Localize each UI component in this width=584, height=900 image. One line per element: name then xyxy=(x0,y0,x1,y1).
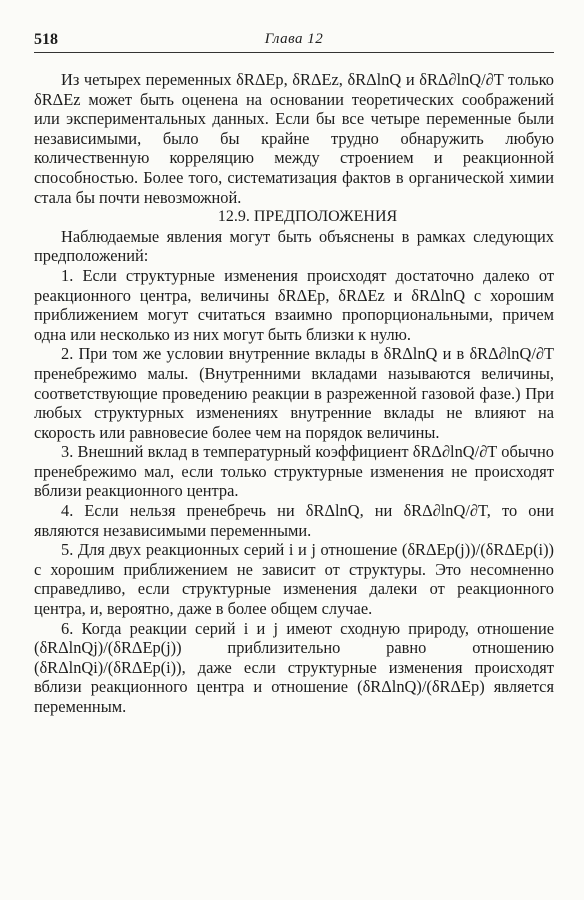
chapter-title: Глава 12 xyxy=(264,31,324,47)
paragraph-lead: Наблюдаемые явления могут быть объяснены в рамках следующих предположений: xyxy=(34,226,554,266)
page-content xyxy=(34,70,554,717)
paragraph-assumption-2: 2. При том же условии внутренние вклады в δRΔlnQ и в δRΔ∂lnQ/∂T пренебрежимо малы. (Внутренними вкладами называются величины, соответствующие проведению реакции в разреженной газовой фазе.) При любых структурных изменениях внутренние вклады не влияют на скорость или равновесие более чем на порядок величины. xyxy=(34,344,554,442)
page-header xyxy=(34,31,554,51)
section-title: 12.9. ПРЕДПОЛОЖЕНИЯ xyxy=(217,208,398,226)
header-rule xyxy=(34,52,554,53)
paragraph-assumption-4: 4. Если нельзя пренебречь ни δRΔlnQ, ни δRΔ∂lnQ/∂T, то они являются независимыми переменными. xyxy=(34,501,554,540)
paragraph-assumption-3: 3. Внешний вклад в температурный коэффициент δRΔ∂lnQ/∂T обычно пренебрежимо мал, если только структурные изменения не происходят вблизи реакционного центра. xyxy=(34,442,554,501)
intro-paragraph: Из четырех переменных δRΔEp, δRΔEz, δRΔlnQ и δRΔ∂lnQ/∂T только δRΔEz может быть оценена на основании теоретических соображений или экспериментальных данных. Если бы все четыре переменные были независимыми, было бы крайне трудно обнаружить любую количественную корреляцию между строением и реакционной способностью. Более того, систематизация фактов в органической химии стала бы почти невозможной. xyxy=(34,70,554,207)
paragraph-assumption-1: 1. Если структурные изменения происходят достаточно далеко от реакционного центра, величины δRΔEp, δRΔEz и δRΔlnQ с хорошим приближением могут считаться взаимно пропорциональными, причем одна или несколько из них могут быть близки к нулю. xyxy=(34,265,554,344)
paragraph-assumption-6: 6. Когда реакции серий i и j имеют сходную природу, отношение (δRΔlnQj)/(δRΔEp(j)) приблизительно равно отношению (δRΔlnQi)/(δRΔEp(i)), даже если структурные изменения происходят вблизи реакционного центра и отношение (δRΔlnQ)/(δRΔEp) является переменным. xyxy=(34,618,554,716)
page-number: 518 xyxy=(34,31,58,48)
paragraph-assumption-5: 5. Для двух реакционных серий i и j отношение (δRΔEp(j))/(δRΔEp(i)) с хорошим приближением не зависит от структуры. Это несомненно справедливо, если структурные изменения далеки от реакционного центра, и, вероятно, даже в более общем случае. xyxy=(34,540,554,619)
